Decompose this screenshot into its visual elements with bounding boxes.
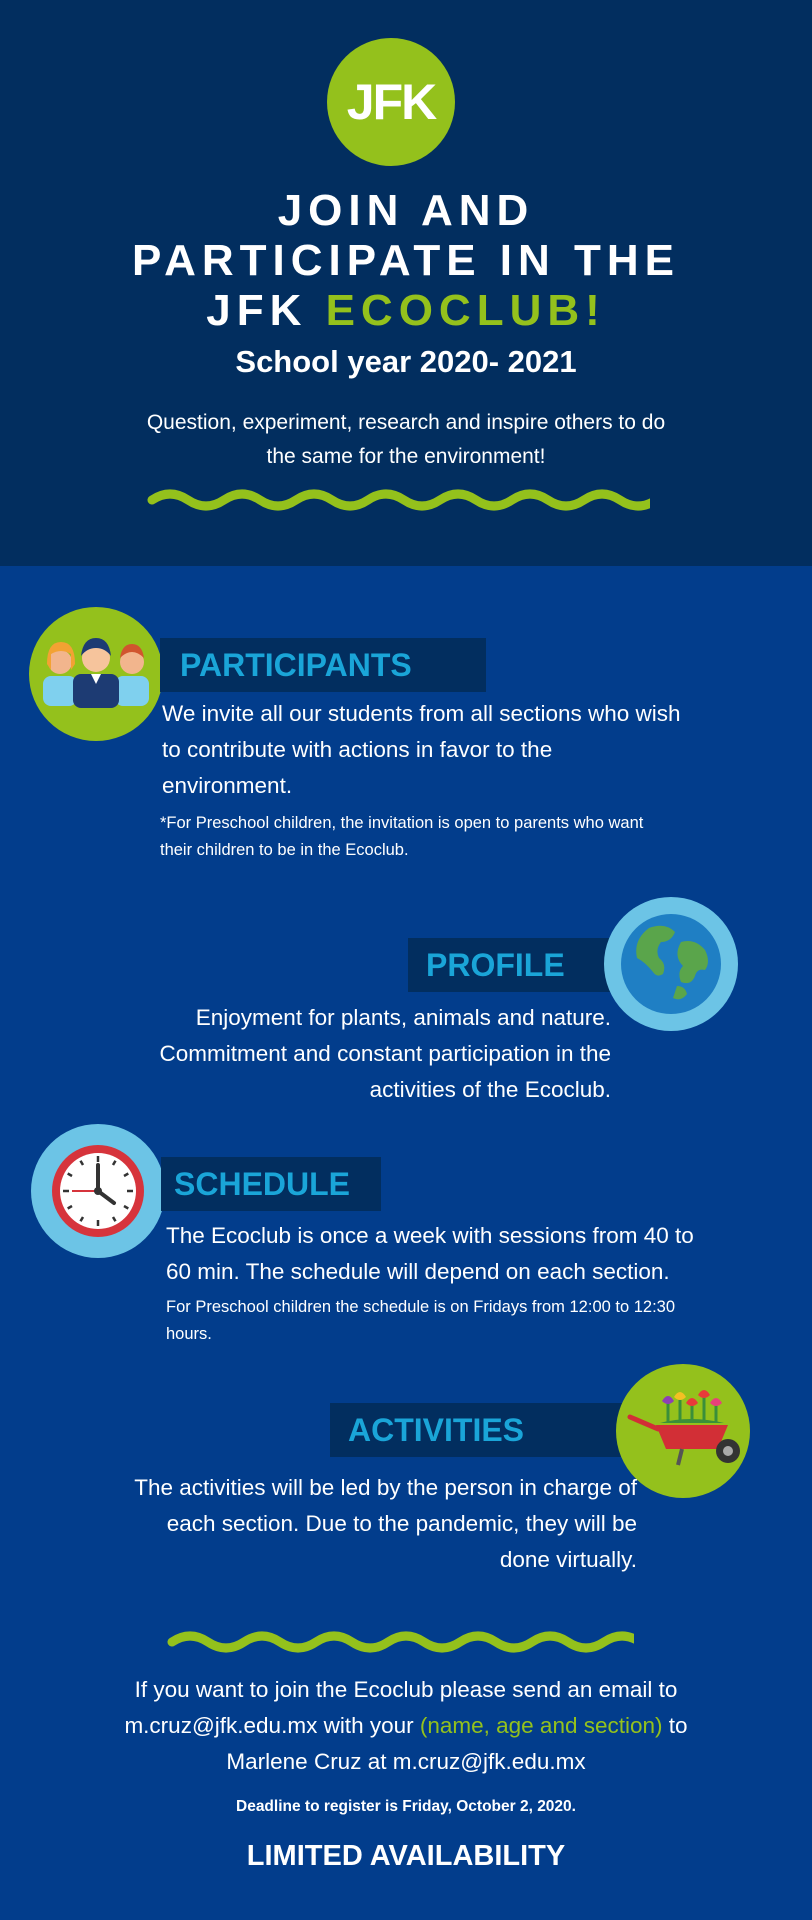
schedule-label: SCHEDULE bbox=[161, 1157, 381, 1211]
participants-note bbox=[160, 810, 780, 864]
cta-line-2 bbox=[40, 1708, 772, 1744]
cta-text bbox=[40, 1672, 772, 1780]
activities-label: ACTIVITIES bbox=[330, 1403, 622, 1457]
intro-line-1: Question, experiment, research and inspire others to do bbox=[146, 411, 666, 434]
people-icon bbox=[41, 634, 151, 714]
activities-line-1: The activities will be led by the person in charge of bbox=[134, 1475, 637, 1500]
schedule-line-1: The Ecoclub is once a week with sessions from 40 to bbox=[166, 1223, 694, 1248]
profile-line-1: Enjoyment for plants, animals and nature. bbox=[195, 1005, 611, 1030]
activities-text bbox=[40, 1470, 637, 1578]
schedule-line-2: 60 min. The schedule will depend on each section. bbox=[166, 1259, 670, 1284]
deadline-text: Deadline to register is Friday, October 2, 2020. bbox=[236, 1798, 576, 1815]
schedule-note bbox=[166, 1294, 786, 1348]
jfk-logo: JFK bbox=[327, 38, 455, 166]
header-section bbox=[0, 0, 812, 566]
cta-line-1: If you want to join the Ecoclub please send an email to bbox=[134, 1677, 678, 1702]
activities-line-3: done virtually. bbox=[499, 1547, 637, 1572]
top-wave-divider bbox=[146, 484, 650, 516]
schedule-note-line-1: For Preschool children the schedule is on Fridays from 12:00 to 12:30 bbox=[166, 1298, 676, 1316]
schedule-text bbox=[166, 1218, 786, 1290]
participants-circle bbox=[29, 607, 163, 741]
activities-line-2: each section. Due to the pandemic, they will be bbox=[166, 1511, 637, 1536]
title-ecoclub: ECOCLUB! bbox=[325, 286, 606, 335]
limited-availability: LIMITED AVAILABILITY bbox=[246, 1840, 566, 1872]
schedule-circle bbox=[31, 1124, 165, 1258]
title-jfk: JFK bbox=[206, 286, 326, 335]
schedule-note-line-2: hours. bbox=[166, 1325, 212, 1343]
participants-note-line-2: their children to be in the Ecoclub. bbox=[160, 841, 409, 859]
participants-line-1: We invite all our students from all sections who wish bbox=[162, 701, 681, 726]
participants-line-2: to contribute with actions in favor to the bbox=[162, 737, 553, 762]
profile-line-2: Commitment and constant participation in the bbox=[159, 1041, 611, 1066]
cta-line-3: Marlene Cruz at m.cruz@jfk.edu.mx bbox=[226, 1749, 586, 1774]
profile-label: PROFILE bbox=[408, 938, 618, 992]
participants-note-line-1: *For Preschool children, the invitation is open to parents who want bbox=[160, 814, 644, 832]
participants-text bbox=[162, 696, 772, 804]
school-year: School year 2020- 2021 bbox=[235, 344, 577, 379]
intro-line-2: the same for the environment! bbox=[266, 445, 546, 468]
title-line-2: PARTICIPATE IN THE bbox=[132, 236, 680, 285]
title-line-1: JOIN AND bbox=[277, 186, 535, 235]
participants-line-3: environment. bbox=[162, 773, 293, 798]
cta-required-info: (name, age and section) bbox=[419, 1713, 663, 1738]
profile-text bbox=[62, 1000, 611, 1108]
wheelbarrow-flowers-icon bbox=[624, 1381, 742, 1481]
intro-text bbox=[110, 406, 702, 474]
cta-line-2-suffix: to bbox=[662, 1713, 688, 1738]
profile-circle bbox=[604, 897, 738, 1031]
bottom-wave-divider bbox=[166, 1626, 634, 1658]
title-line-3 bbox=[0, 286, 812, 336]
profile-line-3: activities of the Ecoclub. bbox=[369, 1077, 611, 1102]
participants-label: PARTICIPANTS bbox=[160, 638, 486, 692]
clock-icon bbox=[46, 1139, 150, 1243]
globe-icon bbox=[619, 912, 723, 1016]
cta-email-prefix: m.cruz@jfk.edu.mx with your bbox=[124, 1713, 420, 1738]
